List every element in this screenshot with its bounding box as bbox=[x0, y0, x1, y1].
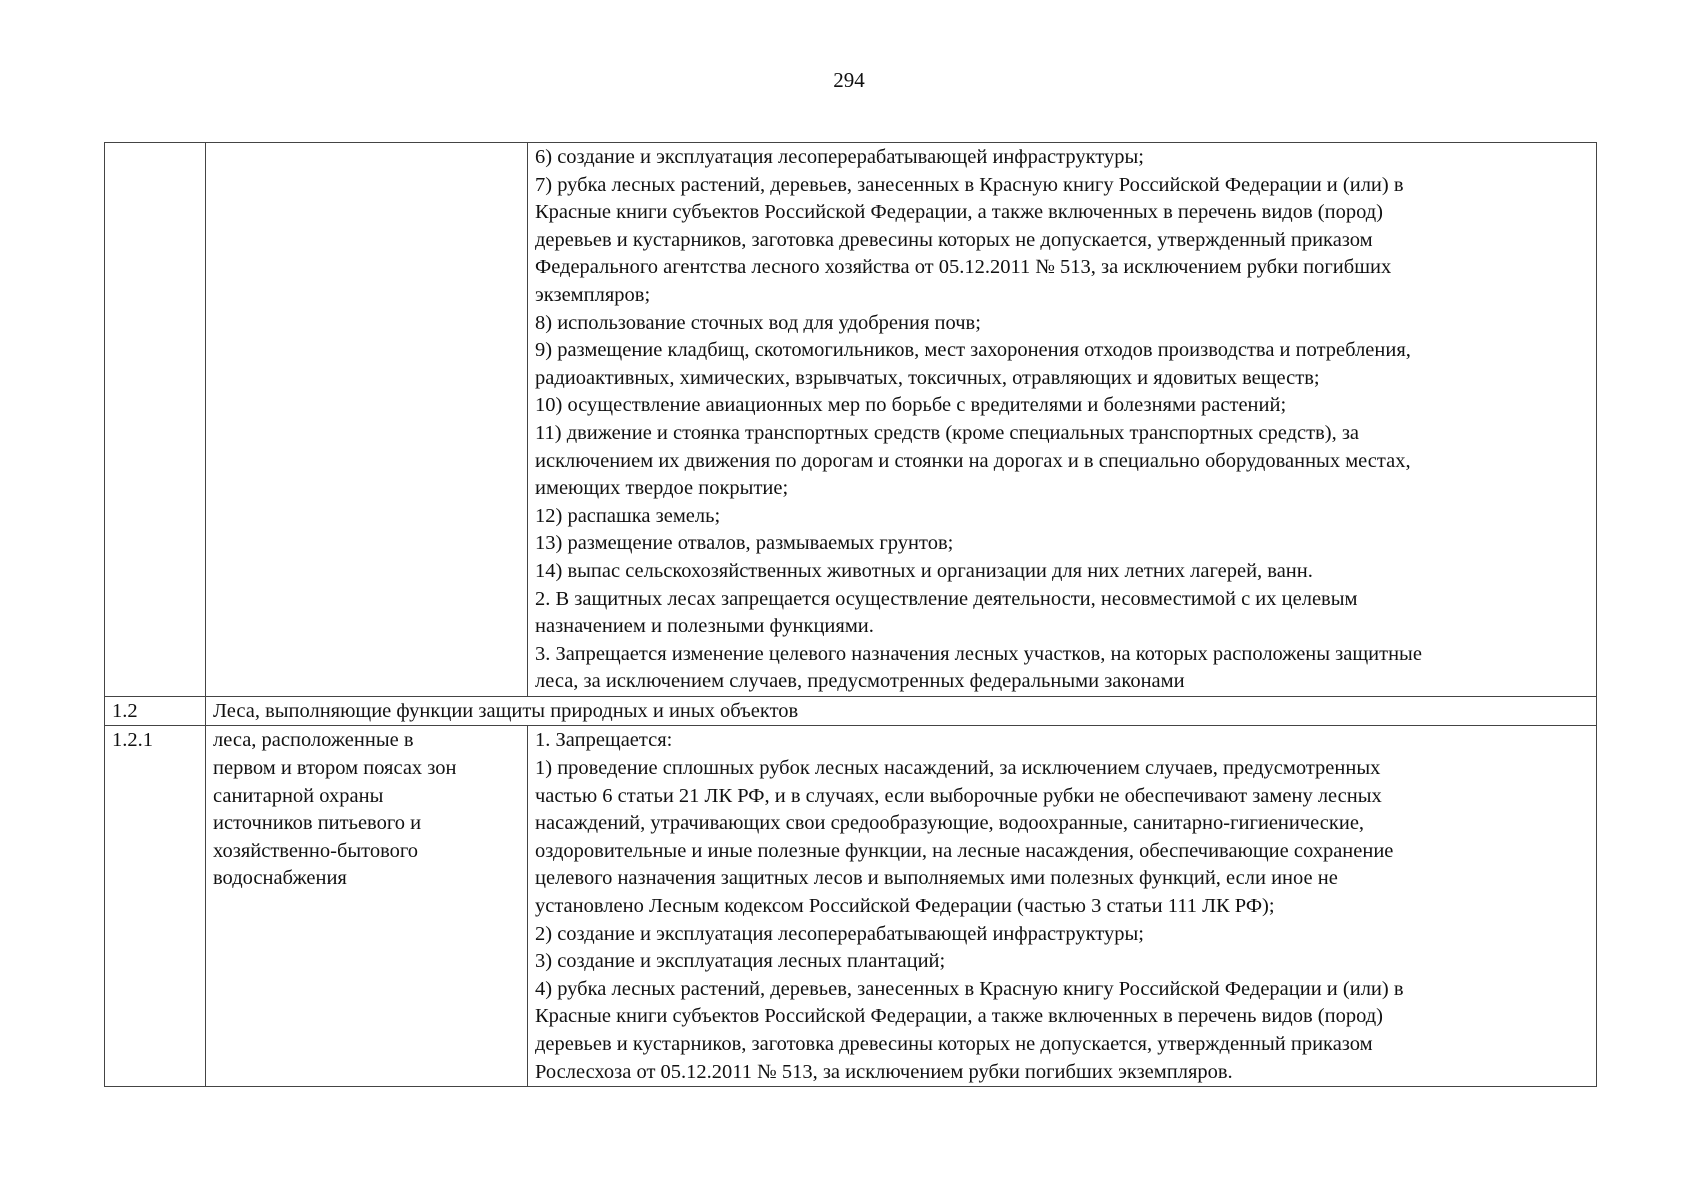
text-line: деревьев и кустарников, заготовка древесины которых не допускается, утвержденный приказом bbox=[535, 1033, 1373, 1055]
regulations-table bbox=[104, 142, 1597, 1087]
text-line: насаждений, утрачивающих свои средообразующие, водоохранные, санитарно-гигиенические, bbox=[535, 812, 1365, 835]
row-number-cell: 1.2 bbox=[105, 696, 206, 726]
forest-category-cell bbox=[206, 726, 528, 1087]
text-line: 8) использование сточных вод для удобрения почв; bbox=[535, 311, 981, 334]
text-line: установлено Лесным кодексом Российской Федерации (частью 3 статьи 111 ЛК РФ); bbox=[535, 895, 1275, 918]
text-line: 10) осуществление авиационных мер по борьбе с вредителями и болезнями растений; bbox=[535, 394, 1287, 417]
table-row bbox=[105, 696, 1597, 726]
text-line: целевого назначения защитных лесов и выполняемых ими полезных функций, если иное не bbox=[535, 867, 1338, 890]
text-line: имеющих твердое покрытие; bbox=[535, 477, 789, 500]
row-number-cell: 1.2.1 bbox=[105, 726, 206, 1087]
text-line: 3) создание и эксплуатация лесных плантаций; bbox=[535, 950, 946, 973]
text-line: санитарной охраны bbox=[213, 784, 384, 807]
text-line: 11) движение и стоянка транспортных средств (кроме специальных транспортных средств), за bbox=[535, 421, 1360, 444]
restrictions-cell bbox=[528, 726, 1597, 1087]
row-number-cell bbox=[105, 143, 206, 697]
table-row bbox=[105, 726, 1597, 1087]
text-line: первом и втором поясах зон bbox=[213, 757, 457, 780]
text-line: 2. В защитных лесах запрещается осуществление деятельности, несовместимой с их целевым bbox=[535, 587, 1358, 610]
text-line: 4) рубка лесных растений, деревьев, занесенных в Красную книгу Российской Федерации и (или) в bbox=[535, 977, 1404, 1000]
text-line: Красные книги субъектов Российской Федерации, а также включенных в перечень видов (пород) bbox=[535, 201, 1383, 224]
text-line: Рослесхоза от 05.12.2011 № 513, за исключением рубки погибших экземпляров. bbox=[535, 1060, 1233, 1083]
text-line: радиоактивных, химических, взрывчатых, токсичных, отравляющих и ядовитых веществ; bbox=[535, 366, 1320, 389]
text-line: исключением их движения по дорогам и стоянки на дорогах и в специально оборудованных местах, bbox=[535, 449, 1411, 472]
text-line: Федерального агентства лесного хозяйства от 05.12.2011 № 513, за исключением рубки погибших bbox=[535, 256, 1392, 279]
text-line: 14) выпас сельскохозяйственных животных и организации для них летних лагерей, ванн. bbox=[535, 559, 1313, 582]
text-line: частью 6 статьи 21 ЛК РФ, и в случаях, если выборочные рубки не обеспечивают замену лесных bbox=[535, 784, 1382, 807]
page-number: 294 bbox=[833, 68, 865, 92]
text-line: леса, за исключением случаев, предусмотренных федеральными законами bbox=[535, 670, 1185, 693]
text-line: Красные книги субъектов Российской Федерации, а также включенных в перечень видов (пород) bbox=[535, 1005, 1383, 1028]
text-line: деревьев и кустарников, заготовка древесины которых не допускается, утвержденный приказом bbox=[535, 228, 1373, 251]
section-title-cell: Леса, выполняющие функции защиты природных и иных объектов bbox=[206, 696, 1597, 726]
text-line: 9) размещение кладбищ, скотомогильников, мест захоронения отходов производства и потребления, bbox=[535, 339, 1411, 362]
text-line: 6) создание и эксплуатация лесоперерабатывающей инфраструктуры; bbox=[535, 146, 1144, 168]
restrictions-cell bbox=[528, 143, 1597, 697]
text-line: назначением и полезными функциями. bbox=[535, 615, 874, 638]
text-line: 12) распашка земель; bbox=[535, 504, 721, 527]
text-line: водоснабжения bbox=[213, 867, 347, 890]
text-line: леса, расположенные в bbox=[213, 729, 414, 752]
text-line: 3. Запрещается изменение целевого назначения лесных участков, на которых расположены защитные bbox=[535, 642, 1422, 665]
table-row bbox=[105, 143, 1597, 697]
text-line: хозяйственно-бытового bbox=[213, 839, 419, 862]
text-line: 7) рубка лесных растений, деревьев, занесенных в Красную книгу Российской Федерации и (или) в bbox=[535, 173, 1404, 196]
text-line: источников питьевого и bbox=[213, 812, 422, 835]
text-line: 2) создание и эксплуатация лесоперерабатывающей инфраструктуры; bbox=[535, 922, 1144, 945]
text-line: оздоровительные и иные полезные функции, на лесные насаждения, обеспечивающие сохранение bbox=[535, 839, 1394, 862]
text-line: экземпляров; bbox=[535, 283, 651, 306]
text-line: 1) проведение сплошных рубок лесных насаждений, за исключением случаев, предусмотренных bbox=[535, 757, 1381, 780]
text-line: 1. Запрещается: bbox=[535, 729, 673, 752]
forest-category-cell bbox=[206, 143, 528, 697]
text-line: 13) размещение отвалов, размываемых грунтов; bbox=[535, 532, 954, 555]
